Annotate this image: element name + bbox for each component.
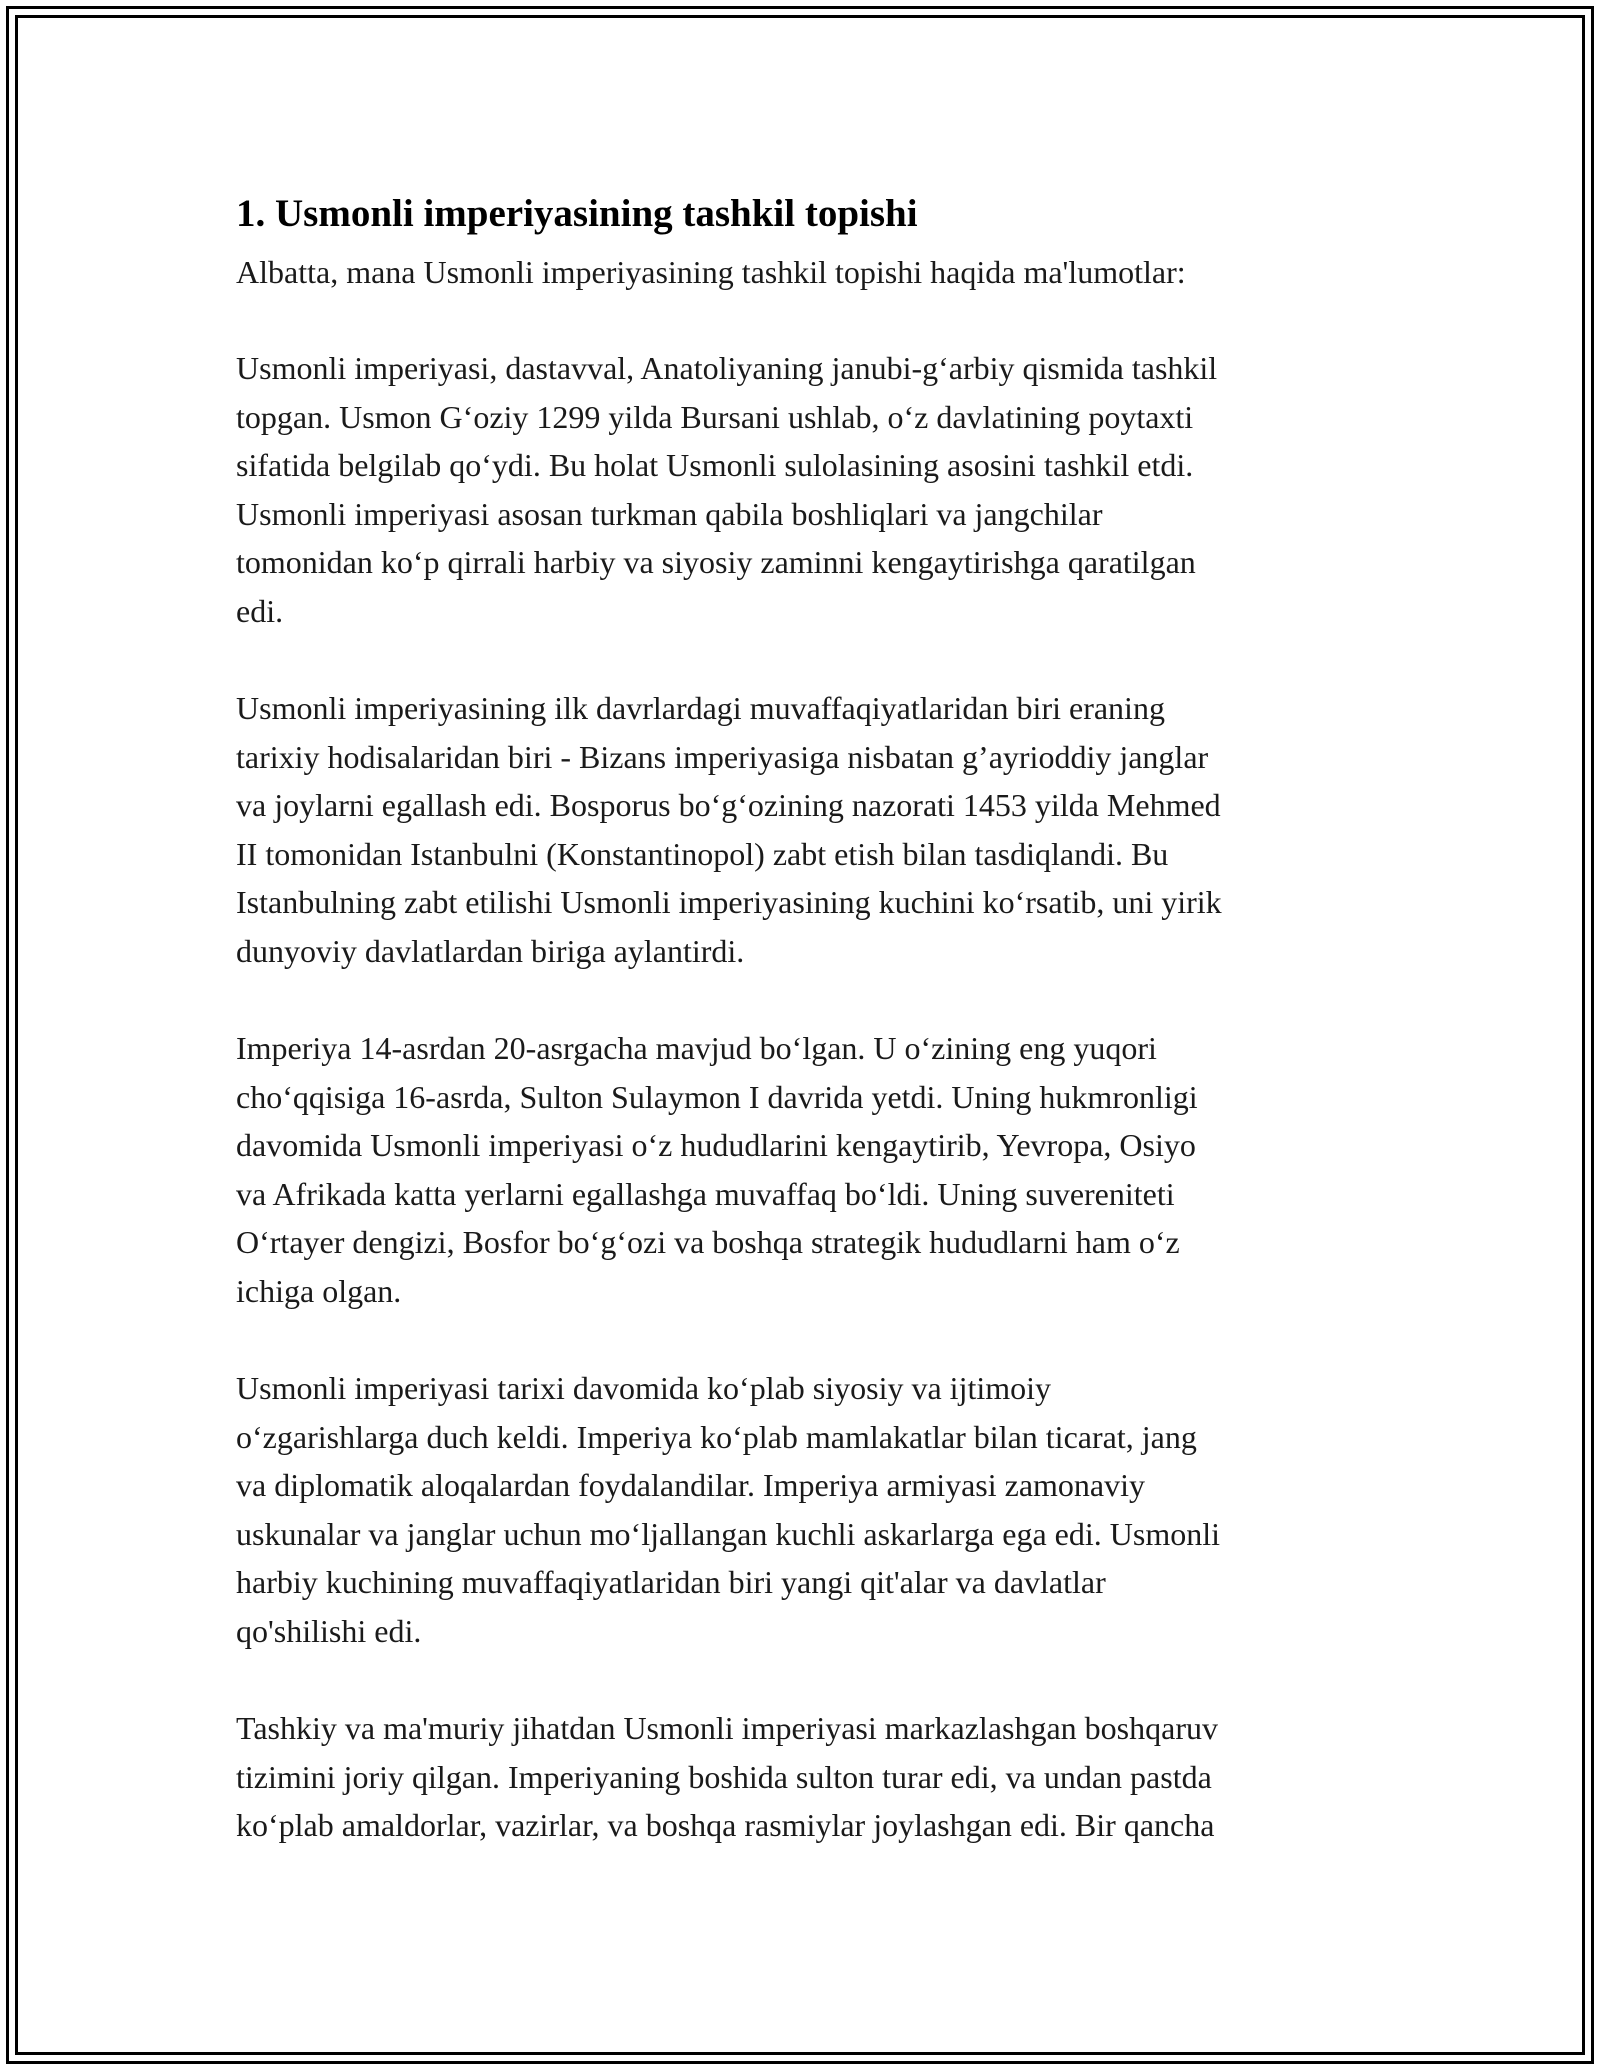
- section-heading: 1. Usmonli imperiyasining tashkil topishi: [236, 192, 918, 235]
- text-line: va Afrikada katta yerlarni egallashga muvaffaq bo‘ldi. Uning suvereniteti: [236, 1175, 1175, 1212]
- paragraph-2: [236, 684, 1376, 975]
- text-line: dunyoviy davlatlardan biriga aylantirdi.: [236, 932, 745, 969]
- text-line: Usmonli imperiyasi tarixi davomida ko‘plab siyosiy va ijtimoiy: [236, 1370, 1052, 1406]
- text-line: tizimini joriy qilgan. Imperiyaning boshida sulton turar edi, va undan pastda: [236, 1758, 1212, 1795]
- text-line: edi.: [236, 592, 284, 629]
- paragraph-4: [236, 1364, 1376, 1655]
- text-line: ichiga olgan.: [236, 1272, 402, 1309]
- document-body: [236, 180, 1376, 1899]
- text-line: Usmonli imperiyasi asosan turkman qabila boshliqlari va jangchilar: [236, 495, 1103, 532]
- text-line: tarixiy hodisalaridan biri - Bizans imperiyasiga nisbatan g’ayrioddiy janglar: [236, 738, 1209, 775]
- text-line: sifatida belgilab qo‘ydi. Bu holat Usmonli sulolasining asosini tashkil etdi.: [236, 447, 1194, 483]
- text-line: ko‘plab amaldorlar, vazirlar, va boshqa rasmiylar joylashgan edi. Bir qancha: [236, 1807, 1215, 1843]
- text-line: va diplomatik aloqalardan foydalandilar. Imperiya armiyasi zamonaviy: [236, 1467, 1146, 1503]
- text-line: topgan. Usmon G‘oziy 1299 yilda Bursani ushlab, o‘z davlatining poytaxti: [236, 398, 1194, 435]
- text-line: cho‘qqisiga 16-asrda, Sulton Sulaymon I davrida yetdi. Uning hukmronligi: [236, 1078, 1198, 1115]
- text-line: Usmonli imperiyasining ilk davrlardagi muvaffaqiyatlaridan biri eraning: [236, 690, 1165, 726]
- text-line: harbiy kuchining muvaffaqiyatlaridan biri yangi qit'alar va davlatlar: [236, 1564, 1106, 1600]
- paragraph-1: [236, 344, 1376, 635]
- text-line: tomonidan ko‘p qirrali harbiy va siyosiy zaminni kengaytirishga qaratilgan: [236, 544, 1196, 580]
- text-line: va joylarni egallash edi. Bosporus bo‘g‘ozining nazorati 1453 yilda Mehmed: [236, 787, 1221, 823]
- text-line: o‘zgarishlarga duch keldi. Imperiya ko‘plab mamlakatlar bilan ticarat, jang: [236, 1418, 1197, 1455]
- text-line: O‘rtayer dengizi, Bosfor bo‘g‘ozi va boshqa strategik hududlarni ham o‘z: [236, 1224, 1180, 1260]
- text-line: uskunalar va janglar uchun mo‘ljallangan kuchli askarlarga ega edi. Usmonli: [236, 1515, 1220, 1552]
- paragraph-3: [236, 1024, 1376, 1315]
- text-line: Istanbulning zabt etilishi Usmonli imperiyasining kuchini ko‘rsatib, uni yirik: [236, 884, 1222, 920]
- text-line: II tomonidan Istanbulni (Konstantinopol) zabt etish bilan tasdiqlandi. Bu: [236, 835, 1169, 872]
- text-line: Tashkiy va ma'muriy jihatdan Usmonli imperiyasi markazlashgan boshqaruv: [236, 1710, 1218, 1746]
- text-line: davomida Usmonli imperiyasi o‘z hududlarini kengaytirib, Yevropa, Osiyo: [236, 1127, 1196, 1163]
- text-line: qo'shilishi edi.: [236, 1612, 422, 1649]
- paragraph-5: [236, 1704, 1376, 1850]
- text-line: Usmonli imperiyasi, dastavval, Anatoliyaning janubi-g‘arbiy qismida tashkil: [236, 350, 1218, 386]
- text-line: Imperiya 14-asrdan 20-asrgacha mavjud bo‘lgan. U o‘zining eng yuqori: [236, 1030, 1157, 1066]
- intro-paragraph: Albatta, mana Usmonli imperiyasining tashkil topishi haqida ma'lumotlar:: [236, 254, 1186, 290]
